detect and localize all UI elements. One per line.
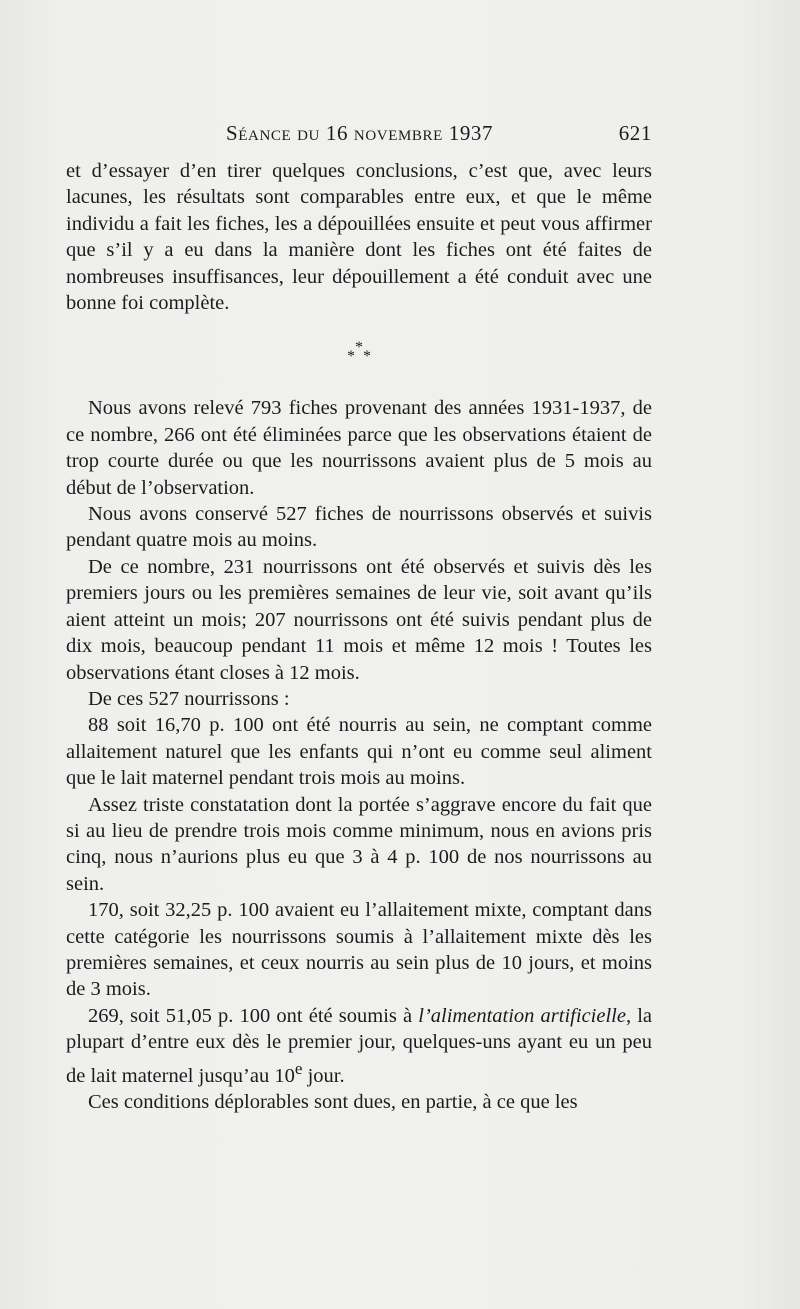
superscript: e xyxy=(294,1058,303,1078)
title-session: Séance du xyxy=(226,121,326,145)
paragraph-part: jour. xyxy=(302,1064,345,1087)
paragraph: 88 soit 16,70 p. 100 ont été nourris au sein, ne comptant comme allaitement naturel que les enfants qui n’ont eu comme seul aliment que le lait maternel pendant trois mois au moins. xyxy=(66,714,652,790)
paragraph: 170, soit 32,25 p. 100 avaient eu l’allaitement mixte, comptant dans cette catégorie les nourrissons soumis à l’allaitement mixte dès les premières semaines, et ceux nourris au sein plus de 10 jours, et moins de 3 mois. xyxy=(66,899,652,1001)
running-title xyxy=(226,121,493,146)
paragraph: Assez triste constatation dont la portée s’aggrave encore du fait que si au lieu de prendre trois mois comme minimum, nous en avions pris cinq, nous n’aurions plus eu que 3 à 4 p. 100 de nos nourrissons au sein. xyxy=(66,793,652,895)
separator-star: * xyxy=(363,348,371,366)
separator-star: * xyxy=(355,339,363,357)
emphasis-term: l’alimentation artificielle xyxy=(418,1004,626,1027)
body-text xyxy=(66,158,652,1115)
page-number: 621 xyxy=(618,121,652,145)
title-day: 16 xyxy=(325,121,349,145)
paragraph: Ces conditions déplorables sont dues, en partie, à ce que les xyxy=(88,1090,578,1113)
separator-star: * xyxy=(347,348,355,366)
title-year: 1937 xyxy=(448,121,494,145)
paragraph-part: 269, soit 51,05 p. 100 ont été soumis à xyxy=(88,1004,419,1027)
paragraph xyxy=(66,1003,652,1089)
paragraph: De ces 527 nourrissons : xyxy=(88,687,290,710)
running-header xyxy=(66,121,652,151)
title-month: novembre xyxy=(348,121,449,145)
paragraph: De ce nombre, 231 nourrissons ont été observés et suivis dès les premiers jours ou les premières semaines de leur vie, soit avant qu’ils aient atteint un mois; 207 nourrissons ont été suivis pendant plus de dix mois, beaucoup pendant 11 mois et même 12 mois ! Toutes les observations étant closes à 12 mois. xyxy=(66,555,652,684)
section-separator xyxy=(66,316,652,395)
paragraph: Nous avons conservé 527 fiches de nourrissons observés et suivis pendant quatre mois au moins. xyxy=(66,503,652,552)
paragraph-part: , la plupart d’entre eux dès le premier jour, quelques-uns ayant eu un peu de lait maternel jusqu’au 10 xyxy=(66,1004,653,1087)
paragraph: et d’essayer d’en tirer quelques conclusions, c’est que, avec leurs lacunes, les résultats sont comparables entre eux, et que le même individu a fait les fiches, les a dépouillées ensuite et peut vous affirmer que s’il y a eu dans la manière dont les fiches ont été faites de nombreuses insuffisances, leur dépouillement a été conduit avec une bonne foi complète. xyxy=(66,160,652,315)
paragraph: Nous avons relevé 793 fiches provenant des années 1931-1937, de ce nombre, 266 ont été éliminées parce que les observations étaient de trop courte durée ou que les nourrissons avaient plus de 5 mois au début de l’observation. xyxy=(66,397,652,499)
